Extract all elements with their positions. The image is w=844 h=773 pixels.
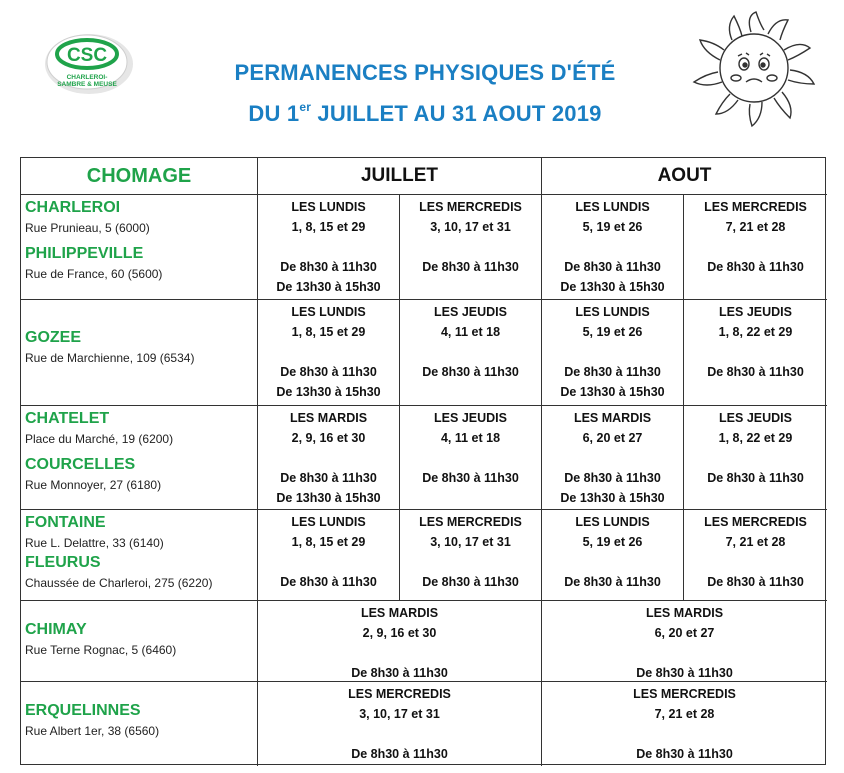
schedule-cell: LES MERCREDIS 3, 10, 17 et 31 De 8h30 à 11h30 [258, 682, 542, 766]
location-address: Rue de Marchienne, 109 (6534) [25, 351, 195, 365]
schedule-cell: LES LUNDIS 5, 19 et 26 De 8h30 à 11h30 [542, 510, 684, 601]
title-line-2: DU 1er JUILLET AU 31 AOUT 2019 [248, 100, 602, 126]
month-header-juillet: JUILLET [258, 158, 542, 195]
schedule-cell: LES JEUDIS 4, 11 et 18 De 8h30 à 11h30 [400, 300, 542, 406]
location-name: CHATELET [25, 410, 110, 427]
location-cell [21, 601, 258, 682]
location-name: COURCELLES [25, 456, 136, 473]
location-address: Rue Albert 1er, 38 (6560) [25, 724, 160, 738]
location-address: Chaussée de Charleroi, 275 (6220) [25, 576, 213, 590]
sun-icon [676, 10, 826, 130]
schedule-cell: LES MERCREDIS 7, 21 et 28 De 8h30 à 11h30 [633, 687, 736, 761]
location-cell [21, 682, 258, 766]
location-name: CHARLEROI [25, 199, 121, 216]
location-name: FLEURUS [25, 554, 101, 571]
location-cell [21, 300, 258, 406]
schedule-cell: LES MARDIS 2, 9, 16 et 30 De 8h30 à 11h30 De 13h30 à 15h30 [258, 406, 400, 510]
schedule-cell: LES MARDIS 6, 20 et 27 De 8h30 à 11h30 [542, 601, 827, 682]
location-address: Place du Marché, 19 (6200) [25, 432, 174, 446]
location-cell [21, 195, 258, 300]
schedule-cell: LES LUNDIS 1, 8, 15 et 29 De 8h30 à 11h30 [258, 510, 400, 601]
location-name: ERQUELINNES [25, 702, 141, 719]
schedule-cell: LES MERCREDIS 7, 21 et 28 De 8h30 à 11h30 [684, 195, 827, 300]
table-corner-header: CHOMAGE [21, 158, 258, 195]
title-line-1: PERMANENCES PHYSIQUES D'ÉTÉ [234, 60, 616, 85]
location-name: PHILIPPEVILLE [25, 245, 144, 262]
schedule-cell: LES JEUDIS 1, 8, 22 et 29 De 8h30 à 11h30 [684, 300, 827, 406]
schedule-cell: LES MERCREDIS 7, 21 et 28 De 8h30 à 11h30 [684, 510, 827, 601]
location-address: Rue Prunieau, 5 (6000) [25, 221, 150, 235]
location-cell [21, 406, 258, 510]
schedule-cell: LES LUNDIS 5, 19 et 26 De 8h30 à 11h30 De 13h30 à 15h30 [542, 300, 684, 406]
schedule-cell: LES LUNDIS 1, 8, 15 et 29 De 8h30 à 11h30 De 13h30 à 15h30 [258, 300, 400, 406]
page-title [160, 56, 690, 131]
location-address: Rue Monnoyer, 27 (6180) [25, 478, 162, 492]
schedule-cell: LES JEUDIS 1, 8, 22 et 29 De 8h30 à 11h30 [684, 406, 827, 510]
schedule-cell: LES LUNDIS 1, 8, 15 et 29 De 8h30 à 11h30 De 13h30 à 15h30 [258, 195, 400, 300]
schedule-cell: LES MARDIS 6, 20 et 27 De 8h30 à 11h30 De 13h30 à 15h30 [542, 406, 684, 510]
csc-logo [44, 30, 134, 94]
svg-text:CHARLEROI-: CHARLEROI- [66, 74, 108, 81]
logo-text: CSC [66, 45, 108, 66]
schedule-cell: LES MERCREDIS 3, 10, 17 et 31 De 8h30 à 11h30 [400, 195, 542, 300]
location-name: GOZEE [25, 329, 82, 346]
schedule-cell: LES MARDIS 2, 9, 16 et 30 De 8h30 à 11h30 [258, 601, 542, 682]
svg-text:SAMBRE & MEUSE: SAMBRE & MEUSE [57, 81, 117, 88]
schedule-cell: LES MERCREDIS 3, 10, 17 et 31 De 8h30 à 11h30 [400, 510, 542, 601]
location-address: Rue de France, 60 (5600) [25, 267, 163, 281]
location-address: Rue L. Delattre, 33 (6140) [25, 536, 164, 550]
month-header-aout: AOUT [542, 158, 827, 195]
location-name: CHIMAY [25, 621, 87, 638]
schedule-cell: LES LUNDIS 5, 19 et 26 De 8h30 à 11h30 De 13h30 à 15h30 [542, 195, 684, 300]
location-name: FONTAINE [25, 514, 106, 531]
location-address: Rue Terne Rognac, 5 (6460) [25, 643, 177, 657]
schedule-table [20, 157, 826, 765]
location-cell [21, 510, 258, 601]
schedule-cell: LES JEUDIS 4, 11 et 18 De 8h30 à 11h30 [400, 406, 542, 510]
